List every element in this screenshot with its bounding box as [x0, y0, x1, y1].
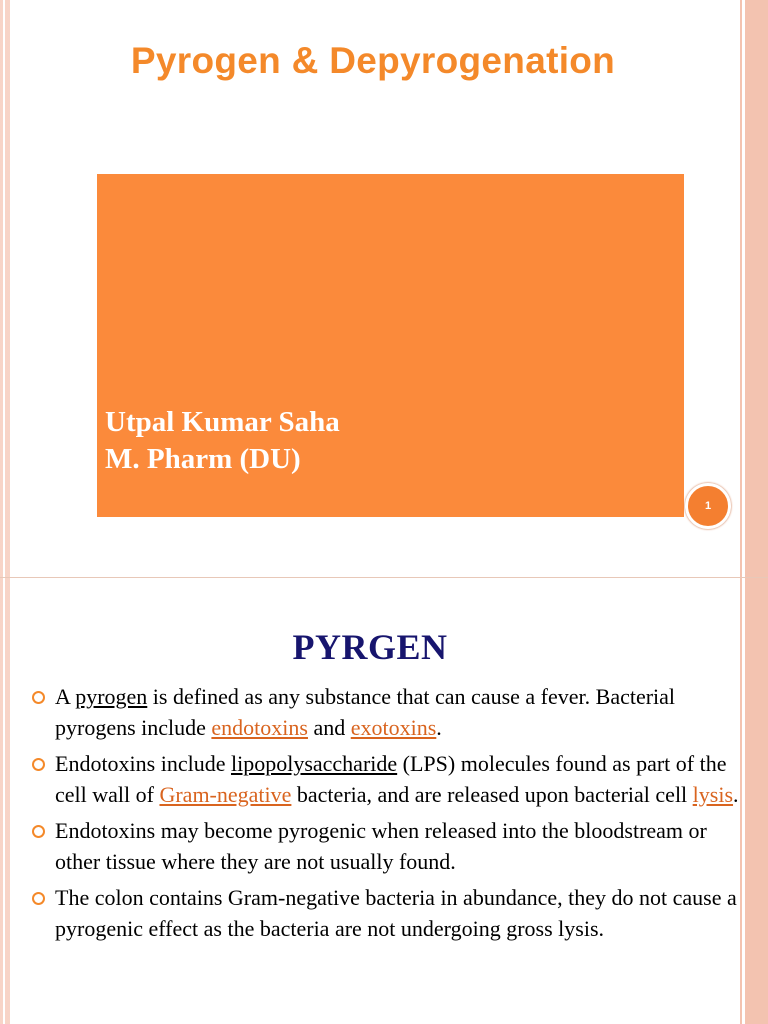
bullet-text: Endotoxins include — [55, 751, 231, 776]
term-link-lipopolysaccharide[interactable]: lipopolysaccharide — [230, 751, 398, 776]
bullet-text: The colon contains Gram-negative bacteria in abundance, they do not cause a pyrogenic effect as the bacteria are not undergoing gross lysis. — [55, 885, 737, 941]
author-name: Utpal Kumar Saha — [105, 406, 340, 438]
page-number-badge: 1 — [685, 483, 731, 529]
right-decorative-bar — [736, 0, 768, 577]
content-slide — [0, 578, 768, 1024]
bullet-text: is defined as any substance that can cause a fever. Bacterial pyrogens include — [55, 684, 676, 740]
bullet-item — [30, 749, 740, 810]
bullet-item — [30, 883, 740, 944]
bullet-list — [30, 682, 740, 950]
bullet-text: (LPS) molecules found as part of the cell wall of — [55, 751, 727, 807]
bullet-item — [30, 682, 740, 743]
bullet-text: and — [307, 714, 351, 740]
bullet-text: A — [55, 684, 76, 709]
author-box — [97, 174, 684, 517]
link-gram-negative[interactable]: Gram-negative — [159, 781, 292, 807]
ring-bullet-icon — [32, 825, 45, 838]
bullet-text: . — [436, 714, 442, 740]
right-decorative-bar — [736, 578, 768, 1024]
bullet-text: Endotoxins may become pyrogenic when released into the bloodstream or other tissue where they are not usually found. — [55, 818, 707, 874]
link-lysis[interactable]: lysis — [692, 781, 734, 807]
term-link-pyrogen[interactable]: pyrogen — [75, 684, 148, 709]
bullet-item — [30, 816, 740, 877]
ring-bullet-icon — [32, 892, 45, 905]
bullet-text: bacteria, and are released upon bacterial cell — [291, 781, 693, 807]
link-exotoxins[interactable]: exotoxins — [350, 714, 437, 740]
author-block — [105, 404, 340, 478]
link-endotoxins[interactable]: endotoxins — [211, 714, 308, 740]
section-heading: PYRGEN — [292, 627, 448, 667]
slide-title: Pyrogen & Depyrogenation — [130, 40, 616, 81]
bullet-text: . — [733, 781, 739, 807]
ring-bullet-icon — [32, 691, 45, 704]
ring-bullet-icon — [32, 758, 45, 771]
left-decorative-bar — [0, 0, 10, 577]
author-degree: M. Pharm (DU) — [105, 443, 301, 475]
